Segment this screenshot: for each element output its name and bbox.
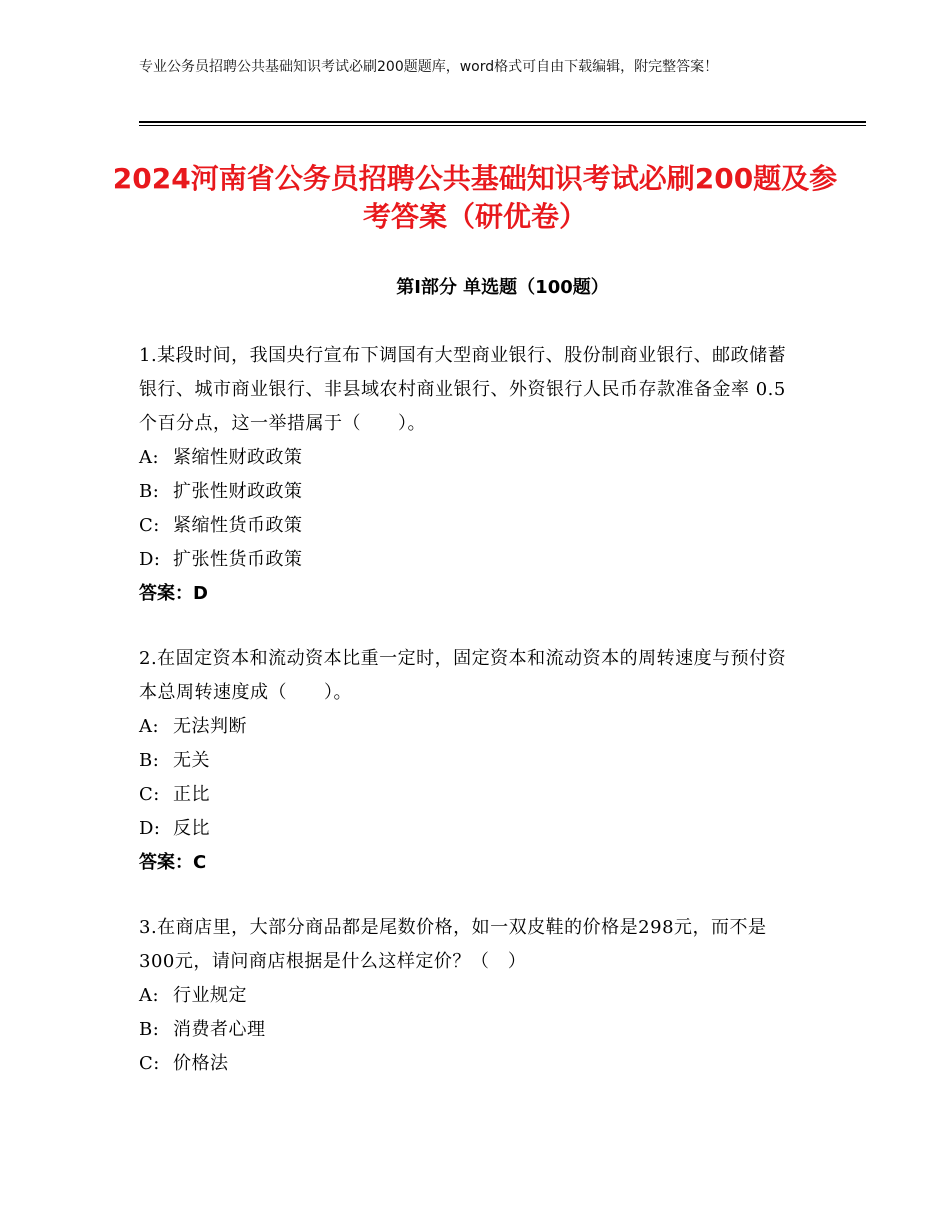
header-rule-thick [139,121,866,123]
option-c [139,509,799,543]
question-3 [139,911,799,1081]
section-heading: 第Ⅰ部分 单选题（100题） [396,277,609,298]
question-stem: 2.在固定资本和流动资本比重一定时，固定资本和流动资本的周转速度与预付资本总周转速度成（ ）。 [139,648,787,703]
option-text: 紧缩性财政政策 [173,447,303,468]
option-letter: C: [139,515,160,536]
option-d [139,543,799,577]
option-letter: A: [139,447,160,468]
option-c [139,1047,799,1081]
option-text: 消费者心理 [173,1019,266,1040]
option-b [139,744,799,778]
option-text: 行业规定 [173,985,247,1006]
question-stem: 3.在商店里，大部分商品都是尾数价格，如一双皮鞋的价格是298元，而不是300元，请问商店根据是什么这样定价？（ ） [139,917,767,972]
option-text: 紧缩性货币政策 [173,515,303,536]
option-letter: B: [139,481,160,502]
question-stem: 1.某段时间，我国央行宣布下调国有大型商业银行、股份制商业银行、邮政储蓄银行、城市商业银行、非县域农村商业银行、外资银行人民币存款准备金率 0.5 个百分点，这一举措属于（ ）。 [139,345,787,434]
option-a [139,710,799,744]
option-letter: C: [139,784,160,805]
document-title: 2024河南省公务员招聘公共基础知识考试必刷200题及参考答案（研优卷） [112,162,838,233]
header-rule-thin [139,125,866,126]
question-1 [139,339,799,611]
option-letter: A: [139,985,160,1006]
question-2 [139,642,799,880]
option-text: 价格法 [173,1053,229,1074]
option-d [139,812,799,846]
answer: 答案：C [139,852,207,873]
answer: 答案：D [139,583,208,604]
option-text: 扩张性财政政策 [173,481,303,502]
option-letter: D: [139,549,161,570]
option-text: 正比 [173,784,210,805]
header-note: 专业公务员招聘公共基础知识考试必刷200题题库，word格式可自由下载编辑，附完整答案！ [139,59,719,75]
option-letter: A: [139,716,160,737]
option-letter: C: [139,1053,160,1074]
question-list [139,339,799,1112]
option-text: 无法判断 [173,716,247,737]
option-letter: B: [139,1019,160,1040]
option-letter: B: [139,750,160,771]
option-c [139,778,799,812]
option-text: 扩张性货币政策 [173,549,303,570]
option-text: 反比 [173,818,210,839]
option-b [139,475,799,509]
option-letter: D: [139,818,161,839]
option-a [139,441,799,475]
option-a [139,979,799,1013]
option-b [139,1013,799,1047]
option-text: 无关 [173,750,210,771]
